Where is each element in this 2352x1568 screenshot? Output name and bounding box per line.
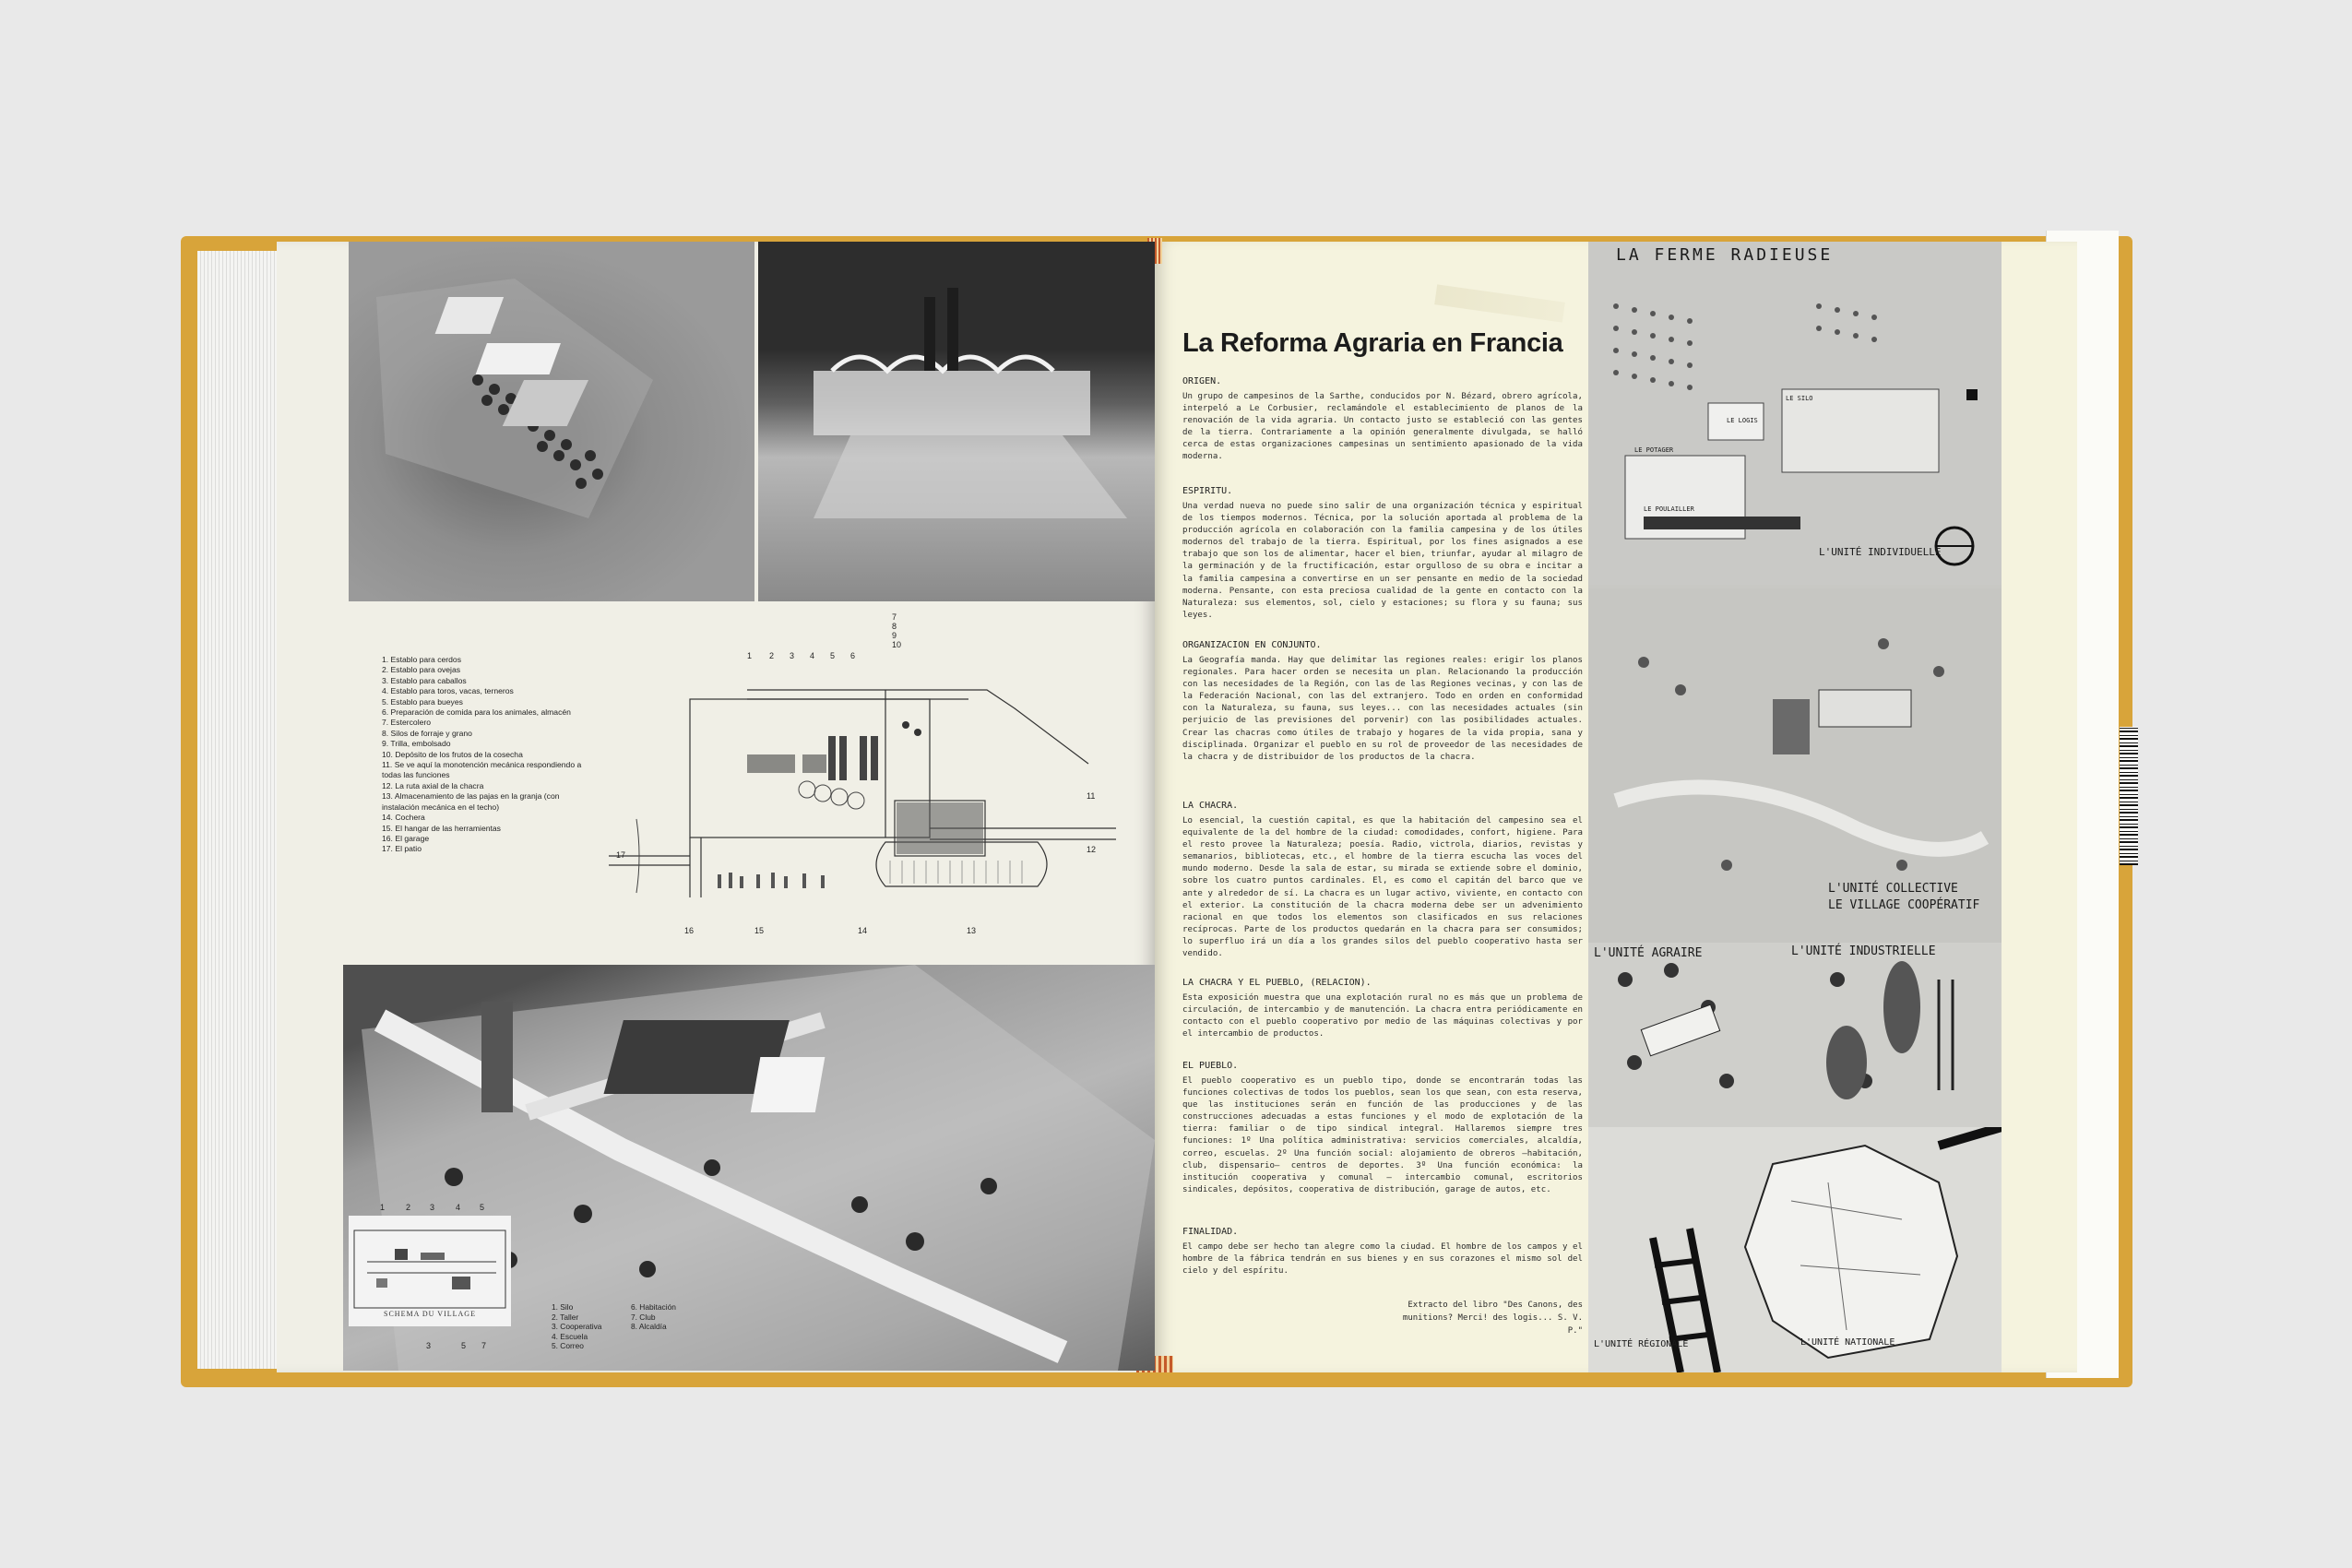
village-number: 3 [430, 1203, 435, 1212]
plan-number: 9 [892, 631, 897, 640]
section-body: Una verdad nueva no puede sino salir de una organización técnica y espiritual de los tiempos modernos. Técnica, por la solución aportada al problema de la producción agrícola en colaboración con la familia campesina y de los útiles modernos del trabajo de la tierra. Espiritual, por los fines asignados a ese trabajo que son los de alimentar, hacer el bien, triunfar, ayudar al milagro de la germinación y de la fructificación, estar orgulloso de su obra e incitar a la familia campesina a convertirse en un ser pensante en medio de la sociedad moderna. Pensante, con esta preciosa cualidad de la gente en contacto con la Naturaleza: sus elementos, sol, cielo y estaciones; su flora y su fauna; sus leyes. [1182, 502, 1583, 620]
section-body: El campo debe ser hecho tan alegre como la ciudad. El hombre de los campos y el hombre de la fábrica tendrán en sus bienes y en sus corazones el mismo sol del cielo y del espíritu. [1182, 1242, 1583, 1277]
village-legend-row: 5. Correo [552, 1341, 584, 1351]
legend-item: 5. Establo para bueyes [382, 696, 463, 707]
legend-item: 10. Depósito de los frutos de la cosecha [382, 749, 523, 759]
village-legend-row: 1. Silo 6. Habitación [552, 1302, 676, 1312]
village-number: 4 [456, 1203, 461, 1212]
collage-label: LE POTAGER [1634, 446, 1674, 454]
section-heading: ORIGEN. [1182, 376, 1222, 386]
plan-number: 16 [684, 926, 695, 935]
village-number: 1 [380, 1203, 386, 1212]
legend-item: 6. Preparación de comida para los animales, almacén [382, 707, 571, 718]
plan-number: 11 [1087, 791, 1096, 801]
village-legend [552, 1302, 708, 1351]
village-legend-row: 2. Taller 7. Club [552, 1312, 656, 1322]
village-number: 3 [426, 1341, 432, 1350]
legend-item: 13. Almacenamiento de las pajas en la granja (con instalación mecánica en el techo) [382, 791, 560, 812]
legend-item: 9. Trilla, embolsado [382, 739, 451, 749]
collage-label: LA FERME RADIEUSE [1616, 245, 1834, 265]
legend-item: 16. El garage [382, 833, 430, 843]
legend-item: 11. Se ve aquí la monotención mecánica respondiendo a todas las funciones [382, 760, 582, 780]
legend-item: 1. Establo para cerdos [382, 655, 461, 664]
section-heading: EL PUEBLO. [1182, 1061, 1239, 1071]
collage-label: L'UNITÉ RÉGIONALE [1594, 1339, 1689, 1349]
legend-item: 4. Establo para toros, vacas, terneros [382, 686, 514, 696]
plan-number: 3 [790, 651, 795, 660]
farm-model-night-photo [758, 242, 1155, 601]
collage-label: LE VILLAGE COOPÉRATIF [1828, 898, 1980, 912]
section-body: Lo esencial, la cuestión capital, es que la habitación del campesino sea el equivalente de la del hombre de la ciudad: comodidades, confort, higiene. Para el resto provee la Naturaleza; poesía. Radio, victrola, diarios, revistas y semanarios, bibliotecas, etc., el hombre de la tierra escucha las voces del mundo moderno. Desde la sala de estar, su mirada se extiende sobre el dominio, sobre los cuatro puntos cardinales. El, es como el capitán del barco que ve ante y alrededor de sí. La chacra es un lugar activo, viviente, en contacto con el exterior. La constitución de la chacra moderna debe ser un advenimiento racional en que todos los elementos son clasificados en sus relaciones recíprocas. Parte de los productos quedarán en la chacra para ser consumidos; lo superfluo irá un día a los grandes silos del pueblo cooperativo hasta ser vendido. [1182, 816, 1583, 959]
village-number: 5 [480, 1203, 485, 1212]
village-legend-row: 3. Cooperativa 8. Alcaldía [552, 1322, 667, 1332]
plan-number: 4 [810, 651, 815, 660]
legend-item: 3. Establo para caballos [382, 675, 467, 685]
legend-item: 7. Estercolero [382, 718, 432, 728]
section-body: La Geografía manda. Hay que delimitar las regiones reales: erigir los planos regionales. Para hacer orden se necesita un plan. Relacionando la producción con las necesidades de la Región, con las de las Regiones vecinas, y con las de la Federación Nacional, con las del extranjero. Todo en orden en conformidad con la Naturaleza, su fauna, sus leyes... con las necesidades actuales (sin perjuicio de las previsiones del porvenir) con las posibilidades actuales. Crear las chacras como útiles de trabajo y hogares de la vida propia, sana y disciplinada. Organizar el pueblo en su rol de proveedor de las necesidades de la chacra y de distribuidor de los productos de la chacra. [1182, 656, 1583, 762]
plan-number: 6 [850, 651, 856, 660]
farm-site-plan [609, 644, 1116, 921]
section-heading: LA CHACRA Y EL PUEBLO, (RELACION). [1182, 978, 1372, 988]
collage-label: LE LOGIS [1727, 417, 1758, 424]
village-number: 7 [481, 1341, 487, 1350]
village-schema-label: SCHEMA DU VILLAGE [384, 1310, 476, 1318]
plan-number: 13 [967, 926, 977, 935]
village-number: 2 [406, 1203, 411, 1212]
unite-agraire-panel [1588, 943, 2002, 1127]
collage-label: LE POULAILLER [1644, 505, 1694, 513]
legend-item: 14. Cochera [382, 813, 425, 823]
plan-number: 12 [1087, 845, 1097, 854]
plan-number: 10 [892, 640, 902, 649]
village-number: 5 [461, 1341, 467, 1350]
plan-number: 8 [892, 622, 897, 631]
collage-label: L'UNITÉ INDUSTRIELLE [1791, 944, 1936, 958]
article-footnote: Extracto del libro "Des Canons, des munitions? Merci! des logis... S. V. P." [1402, 1301, 1583, 1336]
collage-label: L'UNITÉ COLLECTIVE [1828, 882, 1958, 896]
legend-item: 8. Silos de forraje y grano [382, 728, 472, 738]
village-legend-row: 4. Escuela [552, 1331, 588, 1341]
section-heading: ORGANIZACION EN CONJUNTO. [1182, 640, 1322, 650]
section-body: Esta exposición muestra que una explotación rural no es más que un problema de circulación, de intercambio y de manutención. La chacra entra periódicamente en contacto con el pueblo cooperativo por medio de las máquinas colectivas y por el intercambio de productos. [1182, 993, 1583, 1039]
section-body: Un grupo de campesinos de la Sarthe, conducidos por N. Bézard, obrero agrícola, interpeló a Le Corbusier, reclamándole el establecimiento de planos de la renovación de la vida agraria. Un contacto justo se estableció con las gentes de la tierra. Contrariamente a la opinión generalmente divulgada, se halló cerca de estas organizaciones campesinas un sentimiento apasionado de la vida moderna. [1182, 392, 1583, 462]
farm-plan-legend [382, 655, 622, 855]
farm-model-photo [349, 242, 754, 601]
legend-item: 15. El hangar de las herramientas [382, 823, 501, 833]
plan-number: 7 [892, 612, 897, 622]
plan-number: 17 [616, 850, 626, 860]
collage-label: L'UNITÉ AGRAIRE [1594, 946, 1703, 960]
plan-number: 5 [830, 651, 836, 660]
plan-number: 1 [747, 651, 753, 660]
ferme-radieuse-collage [1588, 242, 2002, 1372]
farm-plan-panel [1588, 242, 2002, 585]
plan-number: 2 [769, 651, 775, 660]
collage-label: LE SILO [1786, 395, 1813, 402]
legend-item: 12. La ruta axial de la chacra [382, 780, 484, 790]
village-cooperatif-panel [1588, 588, 2002, 1004]
legend-item: 17. El patio [382, 844, 422, 854]
plan-number-stack [892, 612, 901, 649]
section-heading: FINALIDAD. [1182, 1227, 1239, 1237]
legend-item: 2. Establo para ovejas [382, 665, 461, 675]
section-heading: ESPIRITU. [1182, 486, 1233, 496]
collage-label: L'UNITÉ NATIONALE [1800, 1337, 1895, 1348]
regional-map-panel [1588, 1127, 2002, 1372]
plan-number: 15 [754, 926, 765, 935]
section-body: El pueblo cooperativo es un pueblo tipo, donde se encontrarán todas las funciones colectivas de todos los pueblos, sean los que sean, con esta reserva, que las instituciones serán en función de las producciones y de las construcciones adecuadas a estas funciones y el modo de explotación de la tierra: familiar o de tipo sindical integral. Hallaremos siempre tres funciones: 1º Una política administrativa: servicios comerciales, alcaldía, correo, escuelas. 2º Una función social: alojamiento de obreros —habitación, club, dispensario— centros de deportes. 3º Una función económica: la institución cooperativa y comunal — intercambio comunal, escritorios sindicales, depósitos, cooperativa de distribución, garage de autos, etc. [1182, 1076, 1583, 1194]
barcode [2120, 727, 2138, 865]
article-title: La Reforma Agraria en Francia [1182, 328, 1563, 358]
collage-label: L'UNITÉ INDIVIDUELLE [1819, 546, 1942, 558]
section-heading: LA CHACRA. [1182, 801, 1239, 811]
plan-number: 14 [858, 926, 868, 935]
